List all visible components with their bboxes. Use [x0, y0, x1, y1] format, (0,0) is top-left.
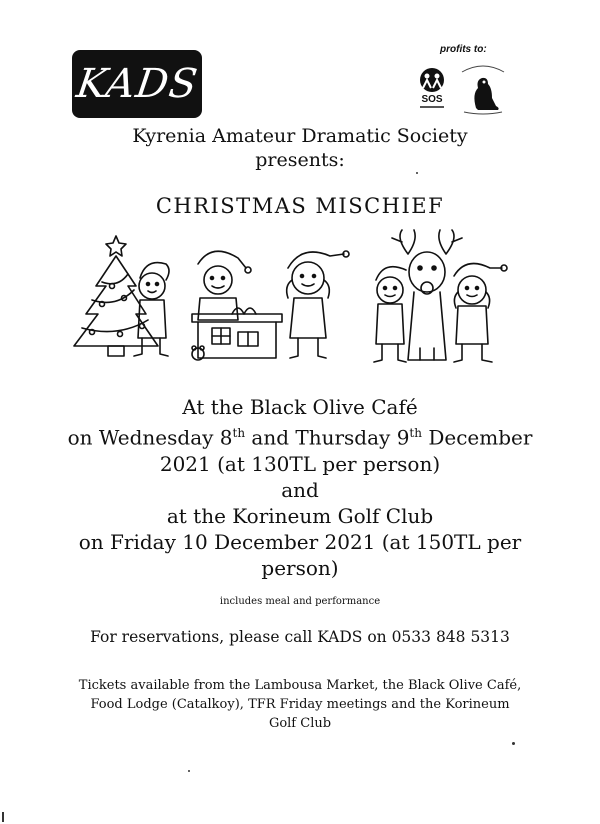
show-title: CHRISTMAS MISCHIEF [155, 194, 445, 218]
scan-speck [416, 172, 418, 174]
reservations-info: For reservations, please call KADS on 0533 848 5313 [90, 628, 510, 646]
scan-speck [512, 742, 515, 745]
venue-line-2: on Wednesday 8th and Thursday 9th December [67, 425, 533, 450]
dog-charity-logo-icon [456, 58, 510, 116]
tickets-info [0, 676, 600, 733]
tickets-line-3: Golf Club [268, 716, 332, 731]
venue-line-1: At the Black Olive Café [182, 395, 418, 419]
elf-behind-tree-icon [134, 263, 169, 356]
event-details [0, 394, 600, 581]
venue-line-7: person) [261, 555, 339, 580]
christmas-elves-illustration [62, 228, 532, 370]
elf-left-of-reindeer-icon [374, 267, 406, 362]
charity-logos [412, 44, 512, 118]
tickets-line-1: Tickets available from the Lambousa Market, the Black Olive Café, [78, 678, 522, 693]
tickets-line-2: Food Lodge (Catalkoy), TFR Friday meetings and the Korineum [90, 697, 510, 712]
elf-girl-icon [287, 251, 349, 358]
kads-logo-text: KADS [73, 61, 201, 107]
includes-note: includes meal and performance [219, 596, 381, 607]
venue-line-3: 2021 (at 130TL per person) [159, 451, 441, 476]
society-heading [0, 124, 600, 172]
sos-childrens-village-logo-icon [414, 66, 450, 112]
venue-line-4: and [281, 477, 319, 502]
scan-speck [2, 812, 4, 822]
venue-line-6: on Friday 10 December 2021 (at 150TL per [78, 529, 522, 554]
elf-with-gifts-icon [192, 251, 282, 360]
scan-speck [188, 770, 190, 772]
sos-text: SOS [421, 94, 443, 105]
venue-line-5: at the Korineum Golf Club [166, 503, 434, 528]
kads-logo [72, 50, 202, 118]
society-name: Kyrenia Amateur Dramatic Society [132, 125, 468, 147]
elf-right-of-reindeer-icon [454, 264, 507, 363]
profits-to-label: profits to: [440, 44, 487, 55]
presents-text: presents: [255, 149, 345, 171]
